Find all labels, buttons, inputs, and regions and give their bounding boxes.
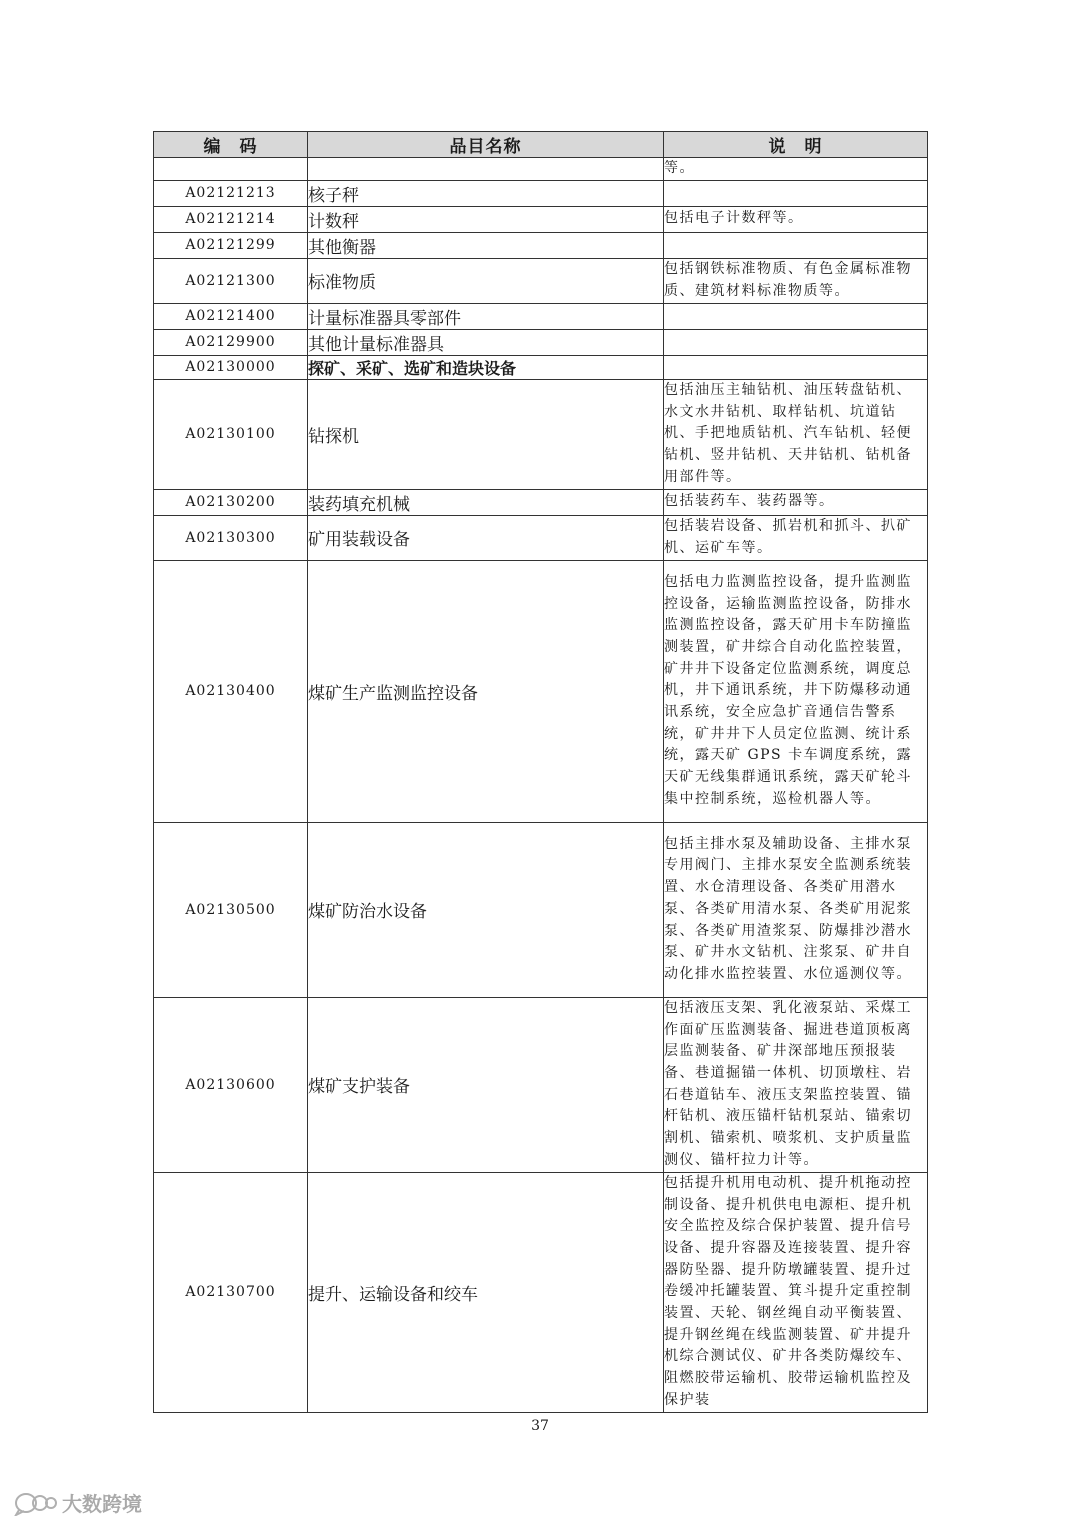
row-description: 包括电力监测监控设备，提升监测监控设备，运输监测监控设备，防排水监测监控设备，露天矿用卡车防撞监测装置，矿井综合自动化监控装置，矿井井下设备定位监测系统，调度总机，井下通讯系统，井下防爆移动通讯系统，安全应急扩音通信告警系统，矿井井下人员定位监测、统计系统，露天矿 GPS 卡车调度系统，露天矿无线集群通讯系统，露天矿轮斗集中控制系统，巡检机器人等。 (664, 560, 928, 822)
header-description: 说 明 (664, 132, 928, 158)
row-description (664, 355, 928, 379)
row-description (664, 329, 928, 355)
catalog-table (153, 131, 928, 1413)
row-code: A02130100 (154, 379, 308, 489)
row-item-name: 矿用装载设备 (308, 515, 664, 560)
row-code: A02121299 (154, 232, 308, 258)
row-item-name: 核子秤 (308, 180, 664, 206)
table-row (154, 997, 928, 1172)
row-description: 包括液压支架、乳化液泵站、采煤工作面矿压监测装备、掘进巷道顶板离层监测装备、矿井深部地压预报装备、巷道掘锚一体机、切顶墩柱、岩石巷道钻车、液压支架监控装置、锚杆钻机、液压锚杆钻机泵站、锚索切割机、锚索机、喷浆机、支护质量监测仪、锚杆拉力计等。 (664, 997, 928, 1172)
row-code: A02130200 (154, 489, 308, 515)
page-number: 37 (531, 1418, 549, 1434)
row-code: A02130700 (154, 1172, 308, 1412)
row-item-name: 其他计量标准器具 (308, 329, 664, 355)
table-row (154, 232, 928, 258)
row-description: 包括钢铁标准物质、有色金属标准物质、建筑材料标准物质等。 (664, 258, 928, 303)
row-description: 包括提升机用电动机、提升机拖动控制设备、提升机供电电源柜、提升机安全监控及综合保护装置、提升信号设备、提升容器及连接装置、提升容器防坠器、提升防墩罐装置、提升过卷缓冲托罐装置、箕斗提升定重控制装置、天轮、钢丝绳自动平衡装置、提升钢丝绳在线监测装置、矿井提升机综合测试仪、矿井各类防爆绞车、阻燃胶带运输机、胶带运输机监控及保护装 (664, 1172, 928, 1412)
row-description: 包括电子计数秤等。 (664, 206, 928, 232)
row-item-name: 其他衡器 (308, 232, 664, 258)
row-code: A02121400 (154, 303, 308, 329)
row-code: A02130500 (154, 822, 308, 997)
table-row (154, 180, 928, 206)
row-item-name: 计数秤 (308, 206, 664, 232)
row-code: A02130000 (154, 355, 308, 379)
row-description: 包括装岩设备、抓岩机和抓斗、扒矿机、运矿车等。 (664, 515, 928, 560)
row-description (664, 180, 928, 206)
header-code: 编 码 (154, 132, 308, 158)
row-description (664, 303, 928, 329)
row-item-name: 煤矿支护装备 (308, 997, 664, 1172)
table-row (154, 355, 928, 379)
row-code: A02130400 (154, 560, 308, 822)
row-code: A02130600 (154, 997, 308, 1172)
row-description: 包括油压主轴钻机、油压转盘钻机、水文水井钻机、取样钻机、坑道钻机、手把地质钻机、汽车钻机、轻便钻机、竖井钻机、天井钻机、钻机备用部件等。 (664, 379, 928, 489)
watermark-text: 大数跨境 (62, 1492, 142, 1516)
row-item-name: 提升、运输设备和绞车 (308, 1172, 664, 1412)
row-item-name: 钻探机 (308, 379, 664, 489)
row-description: 等。 (664, 158, 928, 181)
table-body (154, 158, 928, 1413)
row-code (154, 158, 308, 181)
row-description: 包括主排水泵及辅助设备、主排水泵专用阀门、主排水泵安全监测系统装置、水仓清理设备、各类矿用潜水泵、各类矿用清水泵、各类矿用泥浆泵、各类矿用渣浆泵、防爆排沙潜水泵、矿井水文钻机、注浆泵、矿井自动化排水监控装置、水位遥测仪等。 (664, 822, 928, 997)
header-item-name: 品目名称 (308, 132, 664, 158)
row-code: A02121213 (154, 180, 308, 206)
row-code: A02130300 (154, 515, 308, 560)
row-item-name (308, 158, 664, 181)
row-item-name: 标准物质 (308, 258, 664, 303)
watermark (14, 1488, 142, 1517)
table-row (154, 822, 928, 997)
row-item-name: 探矿、采矿、选矿和造块设备 (308, 355, 664, 379)
row-code: A02129900 (154, 329, 308, 355)
table-row (154, 515, 928, 560)
row-item-name: 计量标准器具零部件 (308, 303, 664, 329)
table-row (154, 158, 928, 181)
row-item-name: 装药填充机械 (308, 489, 664, 515)
row-code: A02121300 (154, 258, 308, 303)
table-row (154, 206, 928, 232)
table-row (154, 258, 928, 303)
chat-bubble-logo-icon (14, 1490, 58, 1516)
row-description: 包括装药车、装药器等。 (664, 489, 928, 515)
table-header-row (154, 132, 928, 158)
table-row (154, 560, 928, 822)
row-code: A02121214 (154, 206, 308, 232)
table-row (154, 379, 928, 489)
table-row (154, 303, 928, 329)
table-row (154, 1172, 928, 1412)
row-description (664, 232, 928, 258)
table-row (154, 489, 928, 515)
table-row (154, 329, 928, 355)
row-item-name: 煤矿防治水设备 (308, 822, 664, 997)
row-item-name: 煤矿生产监测监控设备 (308, 560, 664, 822)
